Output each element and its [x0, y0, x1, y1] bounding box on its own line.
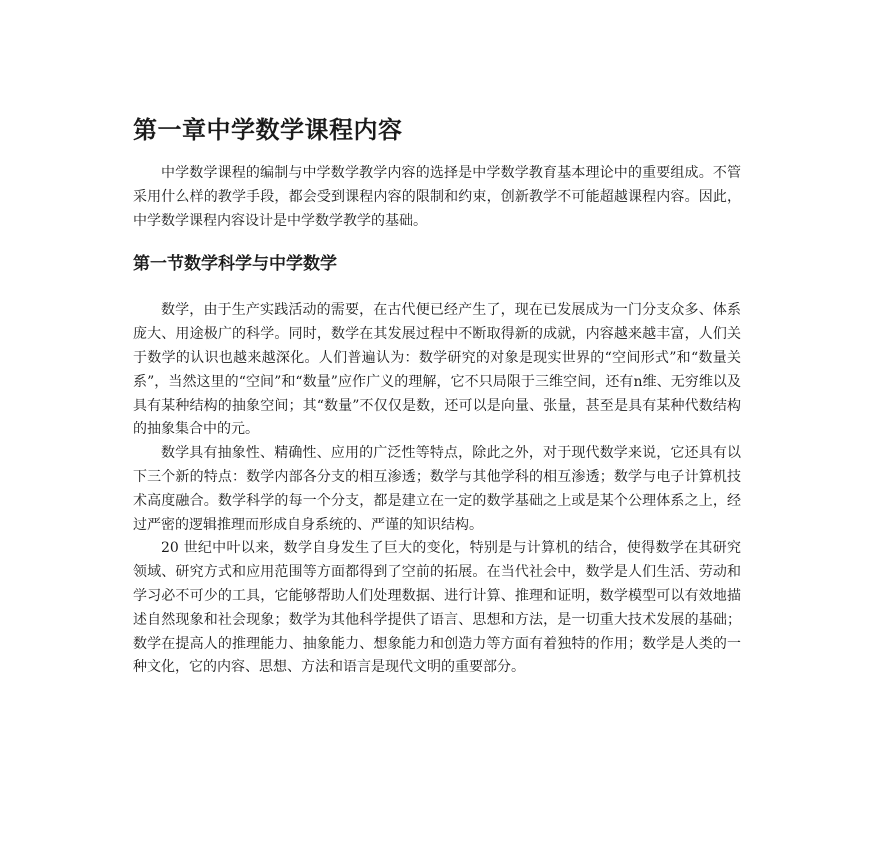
section-title: 第一节数学科学与中学数学 — [133, 254, 337, 275]
page-content — [133, 112, 741, 680]
section-paragraph-3: 20 世纪中叶以来，数学自身发生了巨大的变化，特别是与计算机的结合，使得数学在其研究领域、研究方式和应用范围等方面都得到了空前的拓展。在当代社会中，数学是人们生活、劳动和学习必不可少的工具，它能够帮助人们处理数据、进行计算、推理和证明，数学模型可以有效地描述自然现象和社会现象；数学为其他科学提供了语言、思想和方法，是一切重大技术发展的基础；数学在提高人的推理能力、抽象能力、想象能力和创造力等方面有着独特的作用；数学是人类的一种文化，它的内容、思想、方法和语言是现代文明的重要部分。 — [133, 540, 741, 676]
section-paragraph-2: 数学具有抽象性、精确性、应用的广泛性等特点，除此之外，对于现代数学来说，它还具有以下三个新的特点：数学内部各分支的相互渗透；数学与其他学科的相互渗透；数学与电子计算机技术高度融合。数学科学的每一个分支，都是建立在一定的数学基础之上或是某个公理体系之上，经过严密的逻辑推理而形成自身系统的、严谨的知识结构。 — [133, 445, 741, 533]
section-paragraph-1: 数学，由于生产实践活动的需要，在古代便已经产生了，现在已发展成为一门分支众多、体系庞大、用途极广的科学。同时，数学在其发展过程中不断取得新的成就，内容越来越丰富，人们关于数学的认识也越来越深化。人们普遍认为：数学研究的对象是现实世界的“空间形式”和“数量关系”，当然这里的“空间”和“数量”应作广义的理解，它不只局限于三维空间，还有n维、无穷维以及具有某种结构的抽象空间；其“数量”不仅仅是数，还可以是向量、张量，甚至是具有某种代数结构的抽象集合中的元。 — [133, 302, 741, 438]
chapter-title: 第一章中学数学课程内容 — [133, 116, 403, 144]
chapter-intro-paragraph: 中学数学课程的编制与中学数学教学内容的选择是中学数学教育基本理论中的重要组成。不管采用什么样的教学手段，都会受到课程内容的限制和约束，创新教学不可能超越课程内容。因此，中学数学课程内容设计是中学数学教学的基础。 — [133, 165, 741, 229]
